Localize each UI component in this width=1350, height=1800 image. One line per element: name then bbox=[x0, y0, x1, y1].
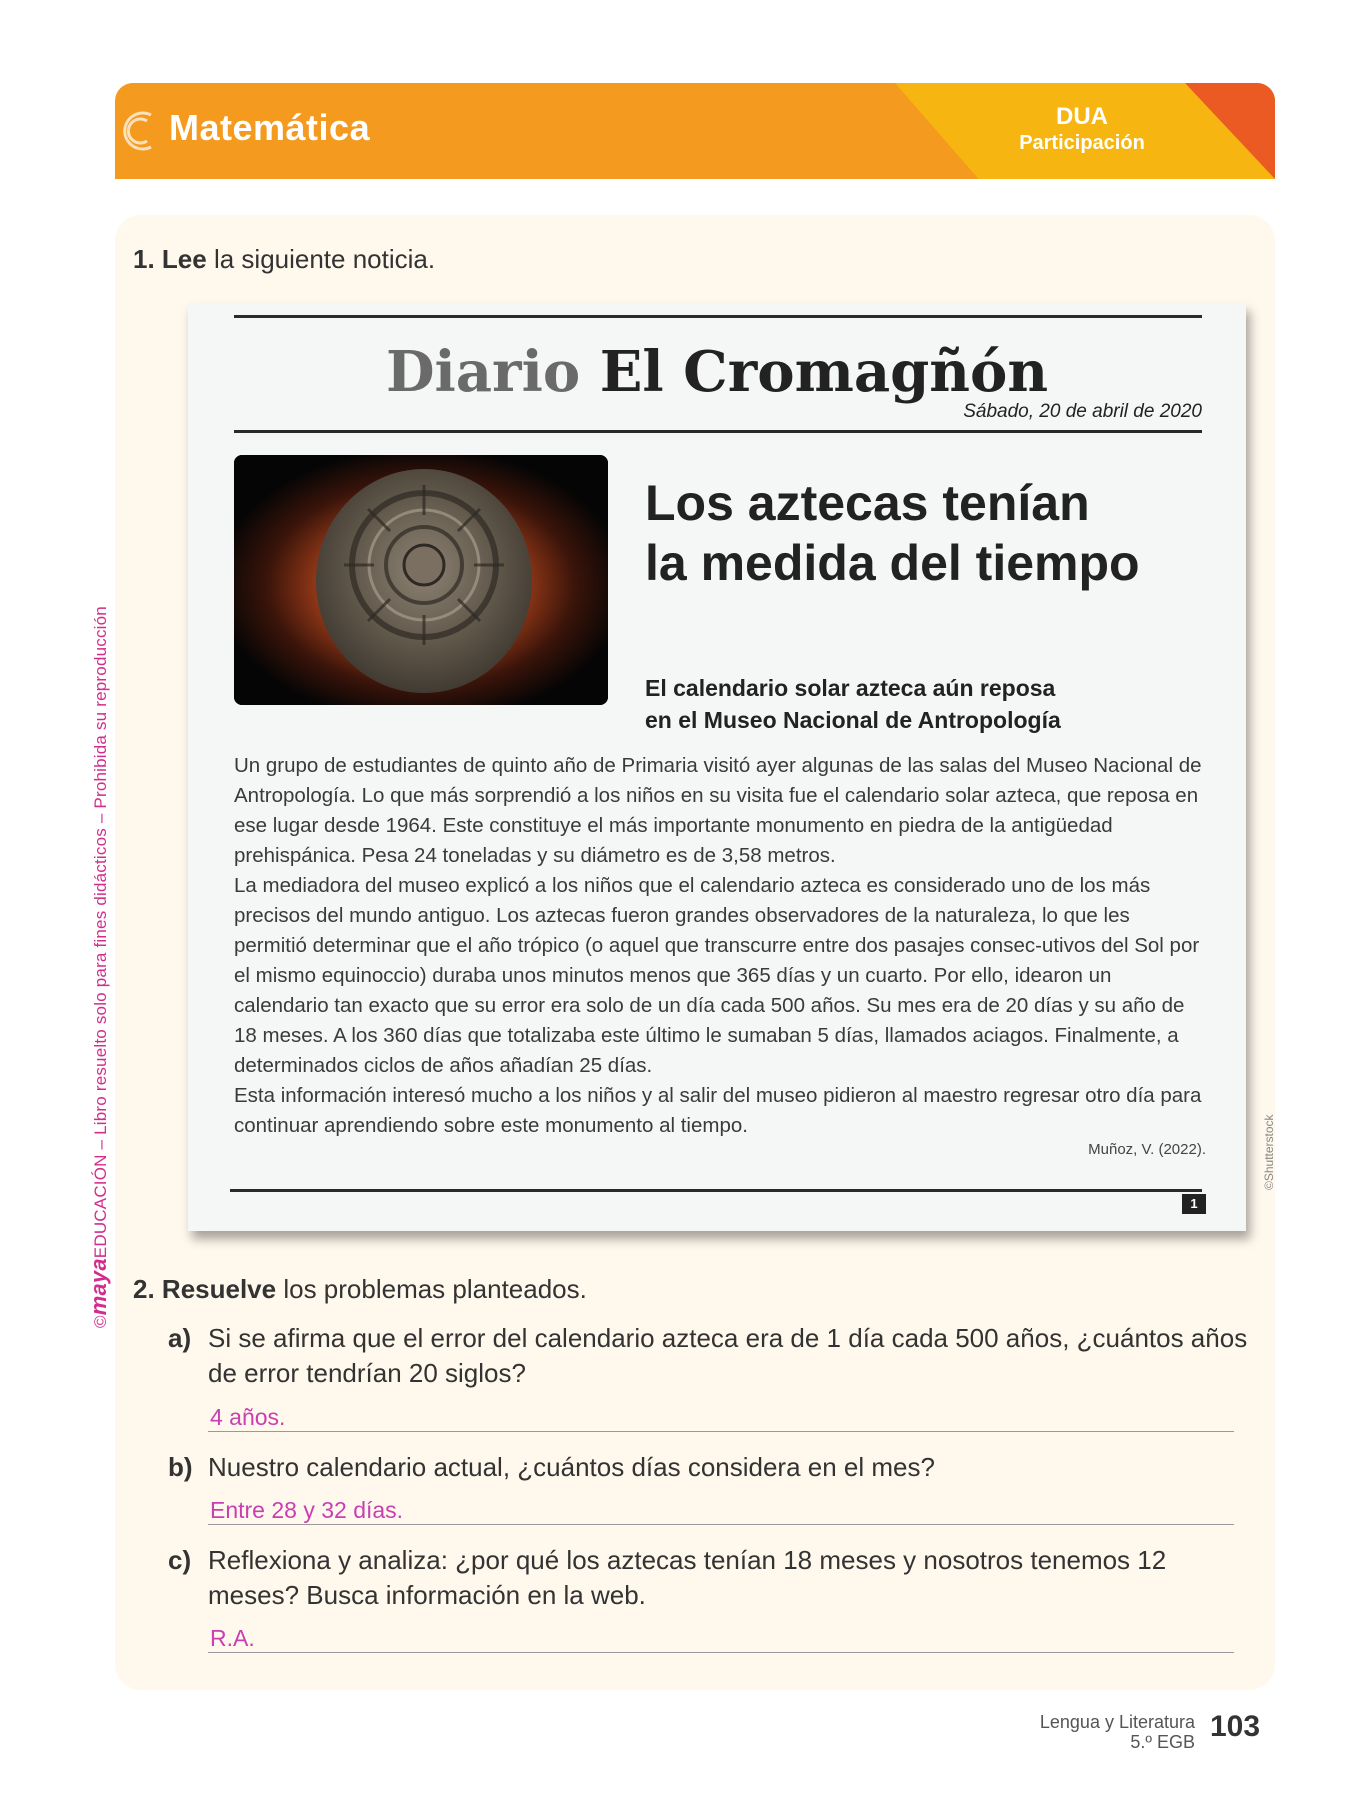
news-paragraph-1: Un grupo de estudiantes de quinto año de Primaria visitó ayer algunas de las salas del Museo Nacional de Antropología. Lo que más sorprendió a los niños en su visita fue el calendario solar azteca, que reposa en ese lugar desde 1964. Este constituye el más importante monumento en piedra de la antigüedad prehispánica. Pesa 24 toneladas y su diámetro es de 3,58 metros. bbox=[234, 754, 1202, 867]
side-copyright bbox=[86, 498, 112, 1328]
answer-a-field[interactable] bbox=[208, 1396, 1234, 1432]
problem-b bbox=[168, 1450, 1248, 1485]
problem-c-text: Reflexiona y analiza: ¿por qué los aztecas tenían 18 meses y nosotros tenemos 12 meses? Busca información en la web. bbox=[208, 1545, 1167, 1610]
copyright-text: EDUCACIÓN – Libro resuelto solo para fines didácticos – Prohibida su reproducción bbox=[91, 606, 110, 1259]
news-headline bbox=[645, 473, 1205, 593]
subject-title: Matemática bbox=[169, 107, 371, 148]
answer-c-field[interactable] bbox=[208, 1617, 1234, 1653]
news-citation: Muñoz, V. (2022). bbox=[1088, 1141, 1206, 1158]
dua-badge bbox=[997, 103, 1167, 155]
masthead-diario: Diario bbox=[385, 339, 581, 405]
newspaper-masthead bbox=[188, 339, 1246, 405]
problem-a bbox=[168, 1321, 1248, 1391]
headline-line-2: la medida del tiempo bbox=[645, 535, 1140, 591]
publisher-brand: maya bbox=[86, 1258, 111, 1316]
news-subheadline bbox=[645, 672, 1205, 736]
newspaper-date: Sábado, 20 de abril de 2020 bbox=[963, 401, 1202, 422]
aztec-calendar-stone-image bbox=[234, 455, 608, 705]
answer-a-text: 4 años. bbox=[210, 1404, 286, 1430]
question-1 bbox=[133, 244, 435, 275]
problem-c-label: c) bbox=[168, 1545, 192, 1575]
subject-banner bbox=[115, 83, 1275, 179]
problem-b-label: b) bbox=[168, 1452, 193, 1482]
subject-logo-icon bbox=[117, 105, 163, 157]
question-2 bbox=[133, 1274, 587, 1305]
question-1-verb: Lee bbox=[161, 244, 207, 274]
question-1-text: la siguiente noticia. bbox=[206, 244, 436, 274]
page-number: 103 bbox=[1210, 1710, 1261, 1743]
footer-book-info bbox=[1040, 1712, 1195, 1752]
answer-c-text: R.A. bbox=[210, 1625, 255, 1651]
question-2-text: los problemas planteados. bbox=[276, 1274, 587, 1304]
top-rule bbox=[234, 315, 1202, 318]
problem-b-text: Nuestro calendario actual, ¿cuántos días considera en el mes? bbox=[208, 1452, 935, 1482]
footer-subject: Lengua y Literatura bbox=[1039, 1712, 1195, 1732]
newspaper-page-number: 1 bbox=[1182, 1194, 1206, 1214]
problem-a-text: Si se afirma que el error del calendario azteca era de 1 día cada 500 años, ¿cuántos años de error tendrían 20 siglos? bbox=[208, 1323, 1248, 1388]
problem-a-label: a) bbox=[168, 1323, 192, 1353]
answer-b-field[interactable] bbox=[208, 1489, 1234, 1525]
bottom-rule bbox=[230, 1189, 1202, 1192]
subhead-line-1: El calendario solar azteca aún reposa bbox=[645, 675, 1056, 701]
question-2-number: 2. bbox=[133, 1274, 155, 1304]
photo-credit: ©Shutterstock bbox=[1262, 1114, 1276, 1190]
footer-grade: 5.º EGB bbox=[1130, 1732, 1195, 1752]
question-2-verb: Resuelve bbox=[161, 1274, 277, 1304]
problem-c bbox=[168, 1543, 1253, 1613]
aztec-calendar-photo bbox=[234, 455, 608, 705]
question-1-number: 1. bbox=[133, 244, 155, 274]
newspaper-clipping bbox=[188, 303, 1246, 1231]
copyright-symbol: © bbox=[91, 1315, 110, 1328]
headline-line-1: Los aztecas tenían bbox=[645, 475, 1090, 531]
masthead-name: El Cromagñón bbox=[599, 339, 1049, 405]
subhead-line-2: en el Museo Nacional de Antropología bbox=[645, 707, 1061, 733]
dua-subtitle: Participación bbox=[1019, 132, 1145, 154]
dua-title: DUA bbox=[1056, 103, 1108, 130]
news-paragraph-2: La mediadora del museo explicó a los niños que el calendario azteca es considerado uno de los más precisos del mundo antiguo. Los aztecas fueron grandes observadores de la naturaleza, lo que les permitió determinar que el año trópico (o aquel que transcurre entre dos pasajes consec-utivos del Sol por el mismo equinoccio) duraba unos minutos menos que 365 días y un cuarto. Por ello, idearon un calendario tan exacto que su error era solo de un día cada 500 años. Su mes era de 20 días y su año de 18 meses. A los 360 días que totalizaba este último le sumaban 5 días, llamados aciagos. Finalmente, a determinados ciclos de años añadían 25 días. bbox=[234, 874, 1200, 1077]
masthead-rule bbox=[234, 430, 1202, 433]
news-body bbox=[234, 751, 1206, 1141]
news-paragraph-3: Esta información interesó mucho a los niños y al salir del museo pidieron al maestro regresar otro día para continuar aprendiendo sobre este monumento al tiempo. bbox=[234, 1084, 1202, 1137]
answer-b-text: Entre 28 y 32 días. bbox=[210, 1497, 404, 1523]
